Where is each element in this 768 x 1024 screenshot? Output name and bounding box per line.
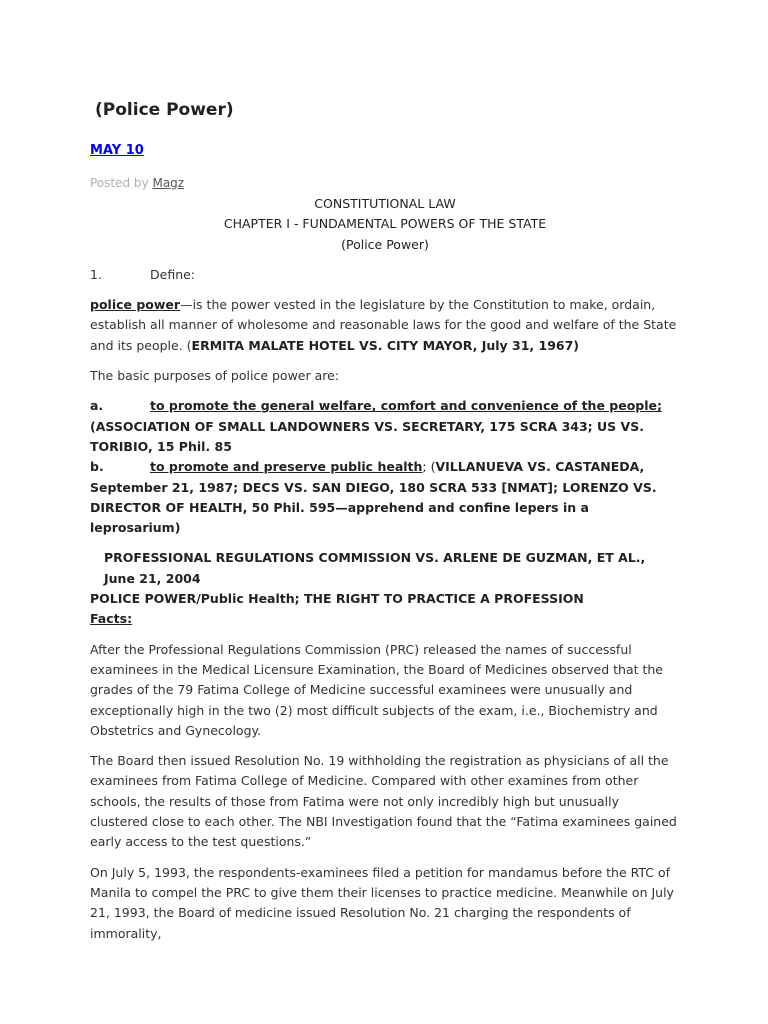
definition-citation: ERMITA MALATE HOTEL VS. CITY MAYOR, July 31, 1967) — [191, 337, 580, 353]
define-number: 1. — [90, 266, 102, 282]
author-link[interactable]: Magz — [152, 176, 185, 190]
facts-paragraph: After the Professional Regulations Commission (PRC) released the names of successful examinees in the Medical Licensure Examination, the Board of Medicines observed that the grades of the 79 Fatima College of Medicine successful examinees were unusually and exceptionally high in the two (2) most difficult subjects of the exam, i.e., Biochemistry and Obstetrics and Gynecology. — [90, 641, 663, 738]
post-date-link[interactable]: MAY 10 — [90, 143, 144, 158]
header-line-2: CHAPTER I - FUNDAMENTAL POWERS OF THE STATE — [223, 216, 547, 232]
facts-paragraph: The Board then issued Resolution No. 19 withholding the registration as physicians of all the examinees from Fatima College of Medicine. Compared with other examines from other schools, the results of those from Fatima were not only incredibly high but unusually clustered close to each other. The NBI Investigation found that the “Fatima examinees gained early access to the test questions.” — [90, 753, 677, 850]
definition-text: —is the power vested in the legislature by the Constitution to make, ordain, establish all manner of wholesome and reasonable laws for the good and welfare of the State and its people. ( — [90, 297, 677, 353]
facts-label: Facts: — [90, 611, 133, 627]
definition-term: police power — [90, 297, 181, 313]
header-line-3: (Police Power) — [341, 236, 429, 252]
purposes-intro: The basic purposes of police power are: — [90, 368, 340, 384]
post-title: (Police Power) — [95, 100, 234, 120]
define-item — [90, 265, 680, 285]
purpose-letter: a. — [90, 398, 104, 414]
case-subtitle: POLICE POWER/Public Health; THE RIGHT TO PRACTICE A PROFESSION — [90, 591, 584, 607]
header-line-1: CONSTITUTIONAL LAW — [314, 196, 456, 211]
posted-by-line — [90, 176, 184, 190]
purpose-citation: VILLANUEVA VS. CASTANEDA, September 21, 1987; DECS VS. SAN DIEGO, 180 SCRA 533 [NMAT]; LORENZO VS. DIRECTOR OF HEALTH, 50 Phil. 595—apprehend and confine lepers in a leprosarium) — [90, 459, 657, 536]
posted-by-label: Posted by — [90, 176, 149, 190]
case-title: PROFESSIONAL REGULATIONS COMMISSION VS. ARLENE DE GUZMAN, ET AL., June 21, 2004 — [104, 550, 646, 586]
facts-paragraph: On July 5, 1993, the respondents-examinees filed a petition for mandamus before the RTC of Manila to compel the PRC to give them their licenses to practice medicine. Meanwhile on July 21, 1993, the Board of medicine issued Resolution No. 21 charging the respondents of immorality, — [90, 864, 674, 941]
purpose-item-b — [90, 457, 680, 538]
purpose-underlined: to promote the general welfare, comfort and convenience of the people; — [150, 398, 662, 414]
post-body — [90, 194, 680, 944]
purpose-item-a — [90, 396, 680, 457]
define-label: Define: — [150, 266, 196, 282]
purpose-underlined: to promote and preserve public health — [150, 459, 423, 475]
purpose-citation: (ASSOCIATION OF SMALL LANDOWNERS VS. SECRETARY, 175 SCRA 343; US VS. TORIBIO, 15 Phil. 85 — [90, 418, 644, 454]
definition-paragraph — [90, 295, 680, 356]
purpose-separator: ; ( — [422, 459, 436, 475]
purpose-letter: b. — [90, 459, 104, 475]
